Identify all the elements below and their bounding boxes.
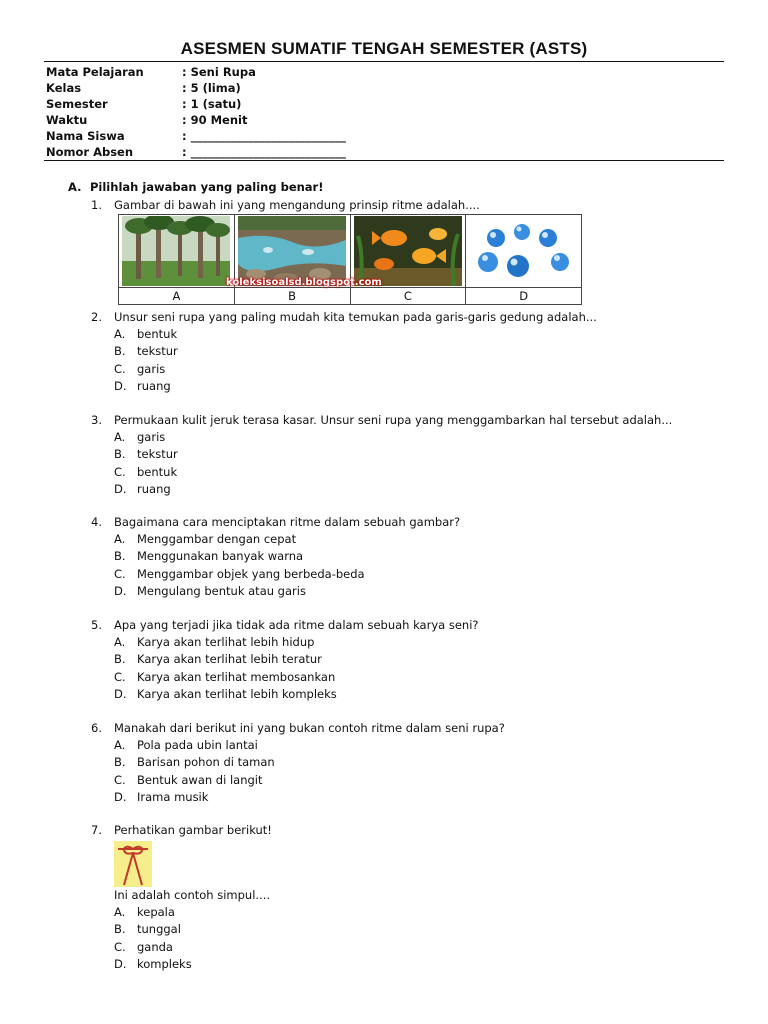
answer-option[interactable]: B. Karya akan terlihat lebih teratur (114, 652, 322, 667)
answer-option[interactable]: C. bentuk (114, 464, 178, 479)
info-row-absen: Nomor Absen : ___________________________ (46, 145, 346, 159)
answer-option[interactable]: C. ganda (114, 939, 173, 954)
option-label-c[interactable]: C (350, 288, 466, 305)
answer-option[interactable]: A. Menggambar dengan cepat (114, 532, 297, 546)
option-label-a[interactable]: A (119, 288, 235, 305)
header-top-rule (44, 61, 724, 62)
goldfish-image (354, 216, 462, 286)
page-title: ASESMEN SUMATIF TENGAH SEMESTER (ASTS) (180, 39, 588, 58)
watermark: koleksisoalsd.blogspot.com (226, 277, 382, 288)
answer-option[interactable]: A. Pola pada ubin lantai (114, 738, 258, 752)
question-7-body: Ini adalah contoh simpul.... A. kepala B. tunggal C. ganda D. kompleks (114, 887, 270, 973)
answer-option[interactable]: C. Bentuk awan di langit (114, 772, 263, 787)
answer-option[interactable]: C. Karya akan terlihat membosankan (114, 669, 336, 684)
option-label-b[interactable]: B (234, 288, 350, 305)
answer-option[interactable]: B. tekstur (114, 344, 178, 359)
question-4: 4. Bagaimana cara menciptakan ritme dalam sebuah gambar? A. Menggambar dengan cepat B. Menggunakan banyak warna C. Menggambar objek yang berbeda-beda D. Mengulang bentuk atau garis (91, 514, 460, 600)
header-bottom-rule (44, 160, 724, 161)
answer-option[interactable]: D. ruang (114, 481, 171, 496)
palm-trees-image (122, 216, 230, 286)
answer-option[interactable]: B. Barisan pohon di taman (114, 755, 275, 770)
answer-option[interactable]: D. Mengulang bentuk atau garis (114, 583, 306, 598)
option-image-a[interactable] (119, 215, 235, 288)
section-heading: A. Pilihlah jawaban yang paling benar! (68, 180, 324, 194)
answer-option[interactable]: A. kepala (114, 905, 175, 919)
answer-option[interactable]: A. bentuk (114, 327, 178, 341)
option-image-d[interactable] (466, 215, 582, 288)
answer-option[interactable]: C. garis (114, 361, 166, 376)
answer-option[interactable]: B. Menggunakan banyak warna (114, 549, 304, 564)
question-2: 2. Unsur seni rupa yang paling mudah kita temukan pada garis-garis gedung adalah... A. bentuk B. tekstur C. garis D. ruang (91, 309, 597, 395)
question-6: 6. Manakah dari berikut ini yang bukan contoh ritme dalam seni rupa? A. Pola pada ubin lantai B. Barisan pohon di taman C. Bentuk awan di langit D. Irama musik (91, 720, 505, 806)
question-3: 3. Permukaan kulit jeruk terasa kasar. Unsur seni rupa yang menggambarkan hal tersebut adalah... A. garis B. tekstur C. bentuk D. ruang (91, 412, 672, 498)
answer-option[interactable]: A. garis (114, 430, 166, 444)
river-rocks-image (238, 216, 346, 286)
student-info (46, 64, 346, 160)
answer-option[interactable]: D. Karya akan terlihat lebih kompleks (114, 686, 337, 701)
info-row-semester: Semester : 1 (satu) (46, 97, 242, 111)
info-row-subject: Mata Pelajaran : Seni Rupa (46, 65, 256, 79)
info-row-class: Kelas : 5 (lima) (46, 81, 241, 95)
answer-option[interactable]: C. Menggambar objek yang berbeda-beda (114, 566, 365, 581)
answer-option[interactable]: B. tekstur (114, 447, 178, 462)
question-1: 1. Gambar di bawah ini yang mengandung prinsip ritme adalah.... (91, 198, 480, 212)
answer-option[interactable]: D. Irama musik (114, 789, 209, 804)
answer-option[interactable]: A. Karya akan terlihat lebih hidup (114, 635, 315, 649)
question-5: 5. Apa yang terjadi jika tidak ada ritme dalam sebuah karya seni? A. Karya akan terlihat lebih hidup B. Karya akan terlihat lebih teratur C. Karya akan terlihat membosankan D. Karya akan terlihat lebih kompleks (91, 617, 479, 703)
answer-option[interactable]: B. tunggal (114, 922, 181, 937)
knot-image (114, 841, 152, 887)
info-row-time: Waktu : 90 Menit (46, 113, 248, 127)
option-label-d[interactable]: D (466, 288, 582, 305)
answer-option[interactable]: D. kompleks (114, 956, 192, 971)
blue-marbles-image (470, 216, 578, 286)
q1-image-table (118, 214, 582, 305)
question-7: 7. Perhatikan gambar berikut! (91, 823, 272, 837)
answer-option[interactable]: D. ruang (114, 378, 171, 393)
info-row-name: Nama Siswa : ___________________________ (46, 129, 346, 143)
